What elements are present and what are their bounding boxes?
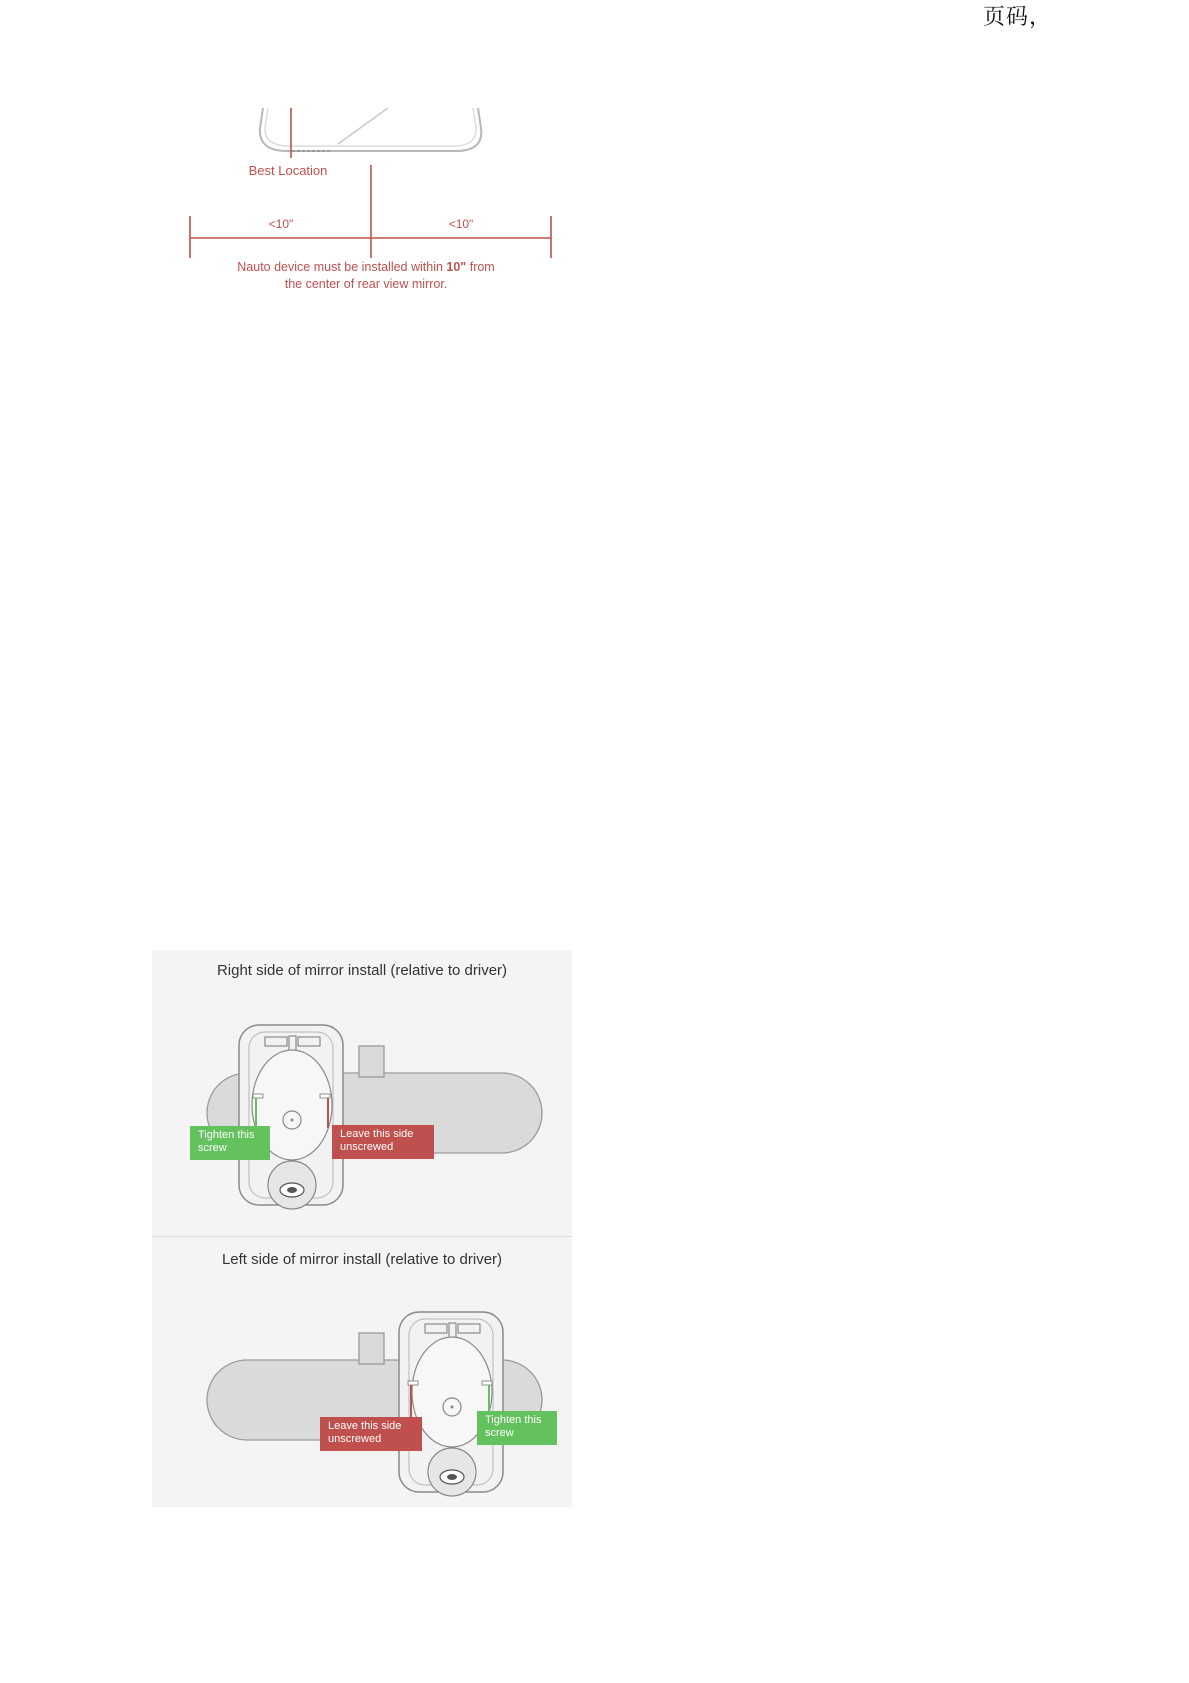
left-side-install-title: Left side of mirror install (relative to driver) bbox=[221, 1251, 503, 1268]
right-side-install-diagram bbox=[152, 950, 572, 1236]
right-distance-label: <10" bbox=[448, 217, 474, 231]
screw-right bbox=[482, 1381, 492, 1385]
screw-left bbox=[408, 1381, 418, 1385]
mirror-placement-diagram bbox=[0, 0, 1189, 330]
left-side-install-diagram bbox=[152, 1237, 572, 1507]
best-location-label: Best Location bbox=[248, 163, 328, 178]
tighten-screw-tag: Tighten this screw bbox=[477, 1411, 557, 1445]
left-side-install-panel bbox=[152, 1237, 572, 1507]
leave-unscrewed-tag: Leave this side unscrewed bbox=[320, 1417, 422, 1451]
right-side-install-panel bbox=[152, 950, 572, 1236]
mirror-inner-outline bbox=[265, 108, 476, 146]
right-side-install-title: Right side of mirror install (relative to driver) bbox=[216, 962, 508, 979]
mirror-stem bbox=[359, 1333, 384, 1364]
screw-left bbox=[253, 1094, 263, 1098]
leave-unscrewed-tag: Leave this side unscrewed bbox=[332, 1125, 434, 1159]
screw-right bbox=[320, 1094, 330, 1098]
left-distance-label: <10" bbox=[268, 217, 294, 231]
installation-note-line1: Nauto device must be installed within 10" from bbox=[237, 260, 495, 274]
mirror-reflection-line bbox=[338, 108, 388, 144]
page-number: 页码， bbox=[983, 5, 1053, 30]
installation-note-line2: the center of rear view mirror. bbox=[284, 277, 448, 291]
mirror-outline bbox=[260, 108, 481, 151]
tighten-screw-tag: Tighten this screw bbox=[190, 1126, 270, 1160]
mirror-stem bbox=[359, 1046, 384, 1077]
